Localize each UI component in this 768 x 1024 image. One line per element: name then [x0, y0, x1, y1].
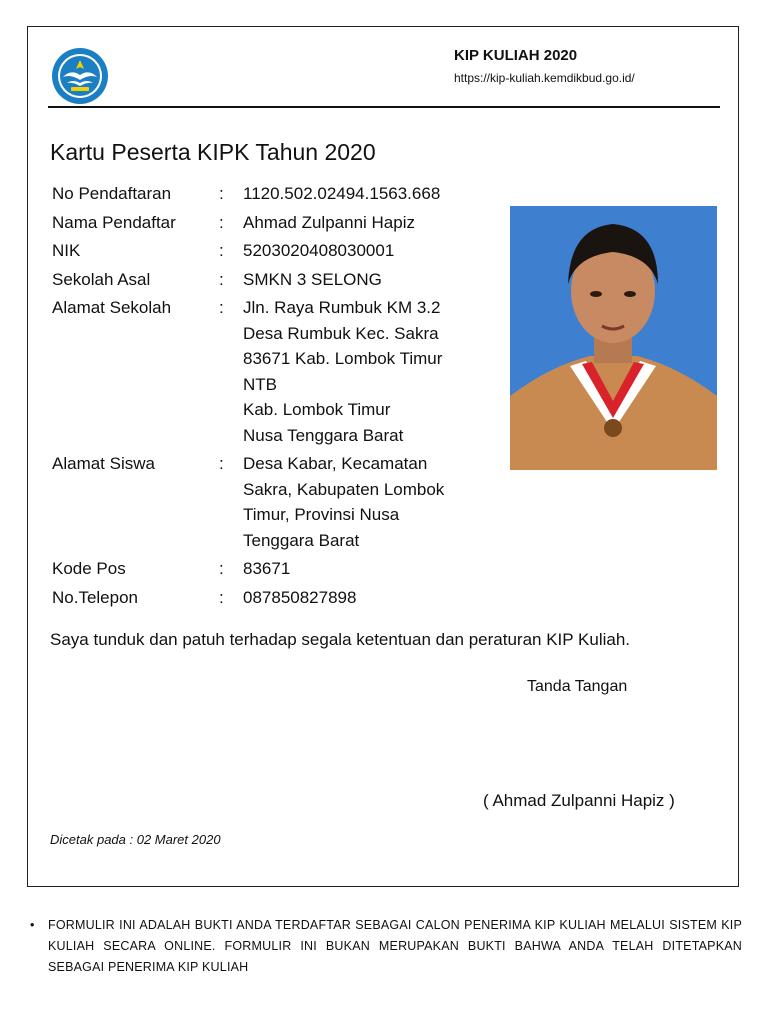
- participant-card: [27, 26, 739, 887]
- tut-wuri-handayani-logo: [51, 47, 109, 105]
- header-title: KIP KULIAH 2020: [454, 47, 578, 64]
- footer-note: [30, 915, 742, 978]
- field-value: SMKN 3 SELONG: [243, 269, 382, 289]
- printed-date: Dicetak pada : 02 Maret 2020: [50, 832, 221, 847]
- field-kode-pos: [52, 556, 492, 582]
- field-label: No.Telepon: [52, 587, 139, 607]
- field-colon: :: [219, 587, 224, 607]
- signature-name: ( Ahmad Zulpanni Hapiz ): [483, 791, 675, 810]
- field-alamat-siswa: [52, 451, 492, 553]
- pledge-statement: Saya tunduk dan patuh terhadap segala ketentuan dan peraturan KIP Kuliah.: [50, 630, 631, 649]
- field-colon: :: [219, 241, 224, 260]
- field-label: Sekolah Asal: [52, 269, 151, 289]
- field-label: No Pendaftaran: [52, 184, 172, 203]
- field-no-pendaftaran: [52, 181, 492, 207]
- field-nik: [52, 238, 492, 264]
- field-colon: :: [219, 269, 224, 289]
- field-value: 1120.502.02494.1563.668: [243, 184, 441, 203]
- field-label: Nama Pendaftar: [52, 212, 176, 232]
- participant-photo: [510, 206, 717, 470]
- bullet-icon: •: [30, 918, 35, 932]
- field-colon: :: [219, 298, 224, 317]
- header-url[interactable]: https://kip-kuliah.kemdikbud.go.id/: [454, 71, 635, 85]
- header-divider: [48, 106, 720, 108]
- field-no-telepon: [52, 585, 492, 611]
- field-colon: :: [219, 454, 224, 473]
- field-label: Kode Pos: [52, 559, 126, 578]
- field-value: Desa Kabar, Kecamatan Sakra, Kabupaten Lombok Timur, Provinsi Nusa Tenggara Barat: [243, 454, 445, 550]
- field-alamat-sekolah: [52, 295, 492, 448]
- field-value: 087850827898: [243, 587, 357, 607]
- footer-note-text: FORMULIR INI ADALAH BUKTI ANDA TERDAFTAR SEBAGAI CALON PENERIMA KIP KULIAH MELALUI SISTEM KIP KULIAH SECARA ONLINE. FORMULIR INI BUKAN MERUPAKAN BUKTI BAHWA ANDA TELAH DITETAPKAN SEBAGAI PENERIMA KIP KULIAH: [48, 918, 742, 974]
- field-value: Ahmad Zulpanni Hapiz: [243, 212, 415, 232]
- card-title: Kartu Peserta KIPK Tahun 2020: [50, 139, 376, 165]
- field-colon: :: [219, 559, 224, 578]
- field-value: Jln. Raya Rumbuk KM 3.2 Desa Rumbuk Kec. Sakra 83671 Kab. Lombok Timur NTB Kab. Lombok Timur Nusa Tenggara Barat: [243, 298, 443, 445]
- field-colon: :: [219, 212, 224, 232]
- field-label: Alamat Siswa: [52, 454, 155, 473]
- field-value: 5203020408030001: [243, 241, 395, 260]
- registration-fields: [52, 181, 492, 613]
- field-nama-pendaftar: [52, 210, 492, 236]
- field-value: 83671: [243, 559, 291, 578]
- field-colon: :: [219, 184, 224, 203]
- field-sekolah-asal: [52, 267, 492, 293]
- signature-label: Tanda Tangan: [527, 678, 628, 695]
- field-label: NIK: [52, 241, 81, 260]
- field-label: Alamat Sekolah: [52, 298, 172, 317]
